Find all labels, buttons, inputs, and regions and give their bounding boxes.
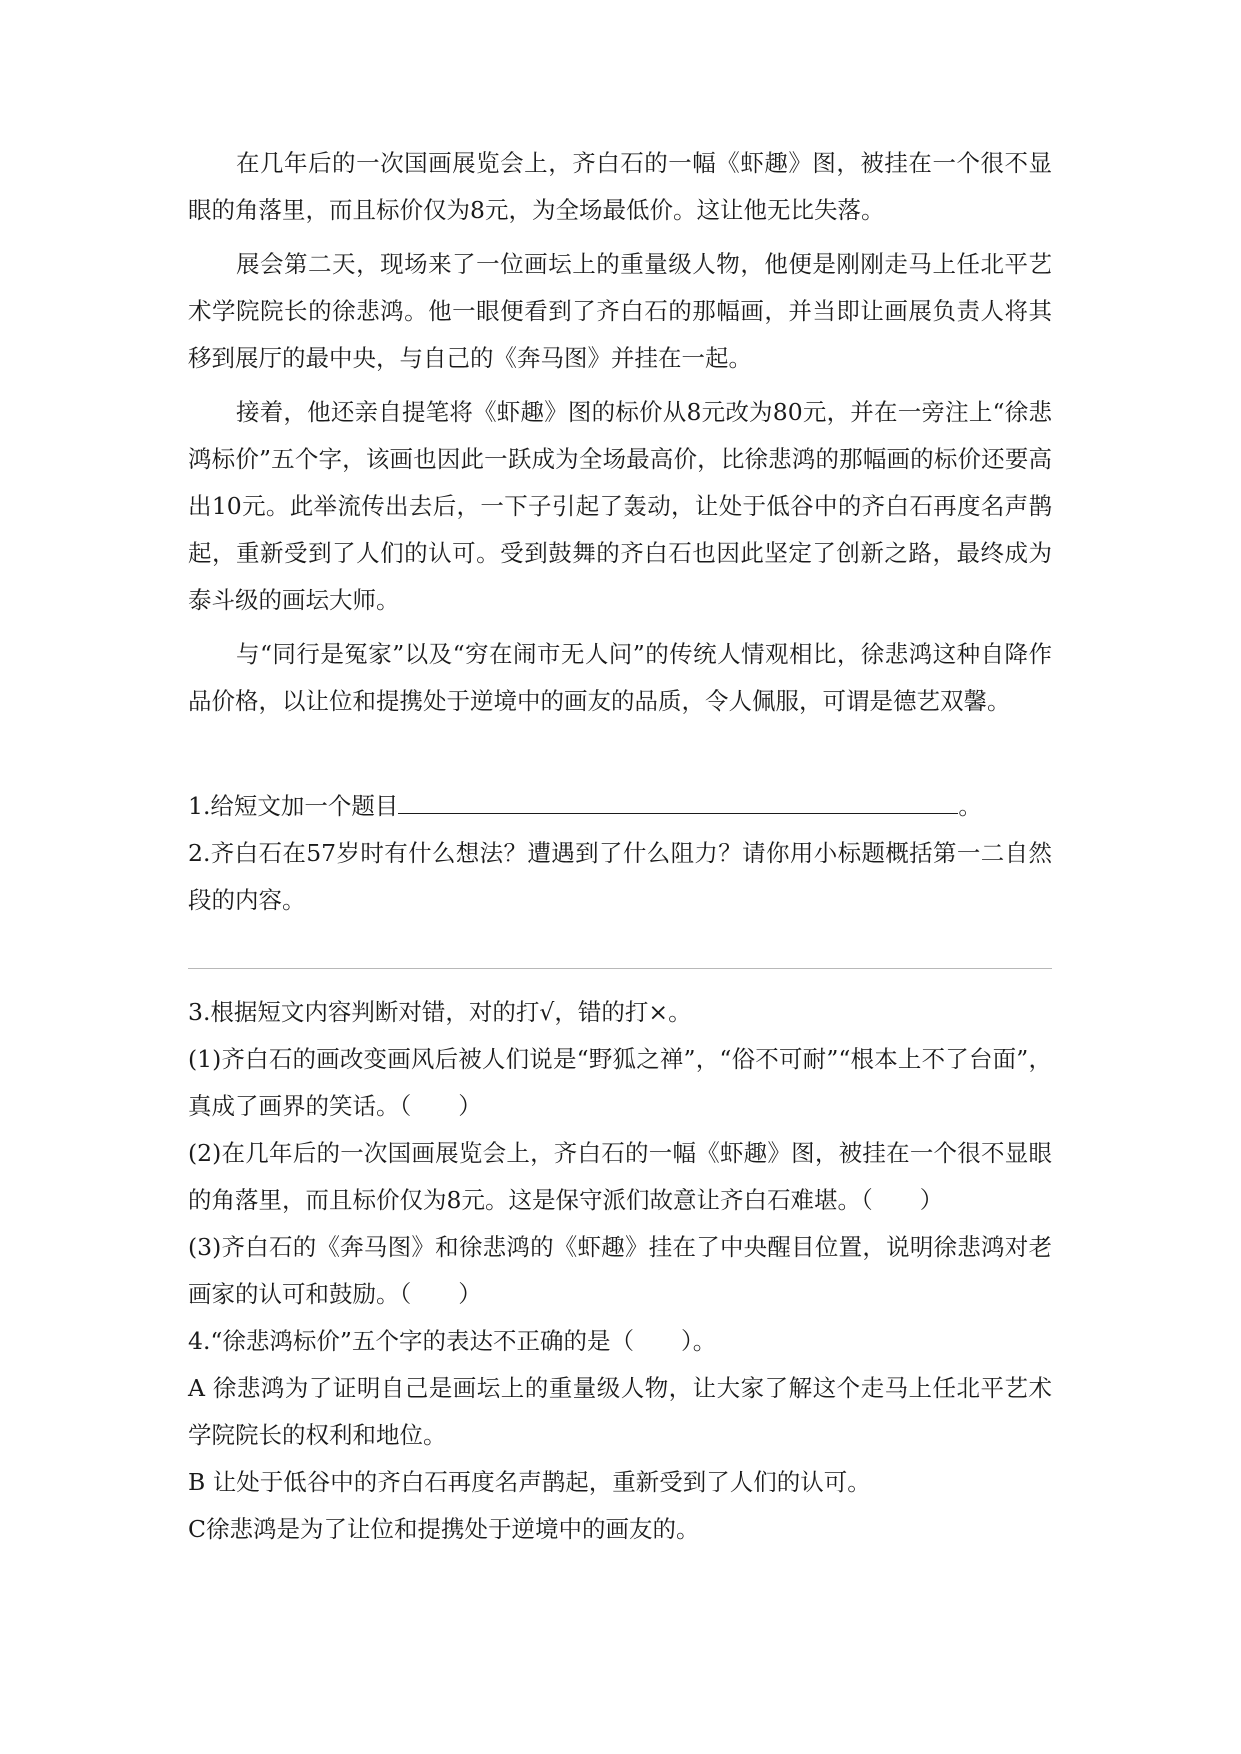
question-3-item-2: (2)在几年后的一次国画展览会上，齐白石的一幅《虾趣》图，被挂在一个很不显眼的角落里，而且标价仅为8元。这是保守派们故意让齐白石难堪。（ ） [188, 1139, 1052, 1214]
question-3: 3.根据短文内容判断对错，对的打√，错的打×。 [188, 998, 692, 1026]
reading-passage [188, 140, 1052, 725]
question-1-suffix: 。 [958, 792, 982, 820]
question-1-prompt: 1.给短文加一个题目 [188, 792, 399, 820]
title-answer-blank[interactable] [398, 791, 958, 814]
passage-paragraph-4: 与“同行是冤家”以及“穷在闹市无人问”的传统人情观相比，徐悲鸿这种自降作品价格，以让位和提携处于逆境中的画友的品质，令人佩服，可谓是德艺双馨。 [188, 640, 1052, 715]
question-2: 2.齐白石在57岁时有什么想法？遭遇到了什么阻力？请你用小标题概括第一二自然段的内容。 [188, 839, 1052, 914]
question-3-item-3: (3)齐白石的《奔马图》和徐悲鸿的《虾趣》挂在了中央醒目位置，说明徐悲鸿对老画家的认可和鼓励。（ ） [188, 1233, 1052, 1308]
question-3-item-1: (1)齐白石的画改变画风后被人们说是“野狐之禅”，“俗不可耐”“根本上不了台面”，真成了画界的笑话。（ ） [188, 1045, 1052, 1120]
passage-paragraph-3: 接着，他还亲自提笔将《虾趣》图的标价从8元改为80元，并在一旁注上“徐悲鸿标价”五个字，该画也因此一跃成为全场最高价，比徐悲鸿的那幅画的标价还要高出10元。此举流传出去后，一下子引起了轰动，让处于低谷中的齐白石再度名声鹊起，重新受到了人们的认可。受到鼓舞的齐白石也因此坚定了创新之路，最终成为泰斗级的画坛大师。 [188, 398, 1052, 614]
question-4-option-c: C徐悲鸿是为了让位和提携处于逆境中的画友的。 [188, 1515, 700, 1543]
passage-paragraph-2: 展会第二天，现场来了一位画坛上的重量级人物，他便是刚刚走马上任北平艺术学院院长的徐悲鸿。他一眼便看到了齐白石的那幅画，并当即让画展负责人将其移到展厅的最中央，与自己的《奔马图》并挂在一起。 [188, 250, 1052, 372]
question-section [188, 783, 1052, 1553]
page-content [188, 140, 1052, 1553]
question-1 [188, 783, 1052, 830]
question-4-option-a: A 徐悲鸿为了证明自己是画坛上的重量级人物，让大家了解这个走马上任北平艺术学院院长的权利和地位。 [188, 1374, 1052, 1449]
passage-paragraph-1: 在几年后的一次国画展览会上，齐白石的一幅《虾趣》图，被挂在一个很不显眼的角落里，而且标价仅为8元，为全场最低价。这让他无比失落。 [188, 149, 1052, 224]
question-4-option-b: B 让处于低谷中的齐白石再度名声鹊起，重新受到了人们的认可。 [188, 1468, 871, 1496]
question-2-answer-line[interactable] [188, 968, 1052, 969]
question-4: 4.“徐悲鸿标价”五个字的表达不正确的是（ ）。 [188, 1327, 717, 1355]
